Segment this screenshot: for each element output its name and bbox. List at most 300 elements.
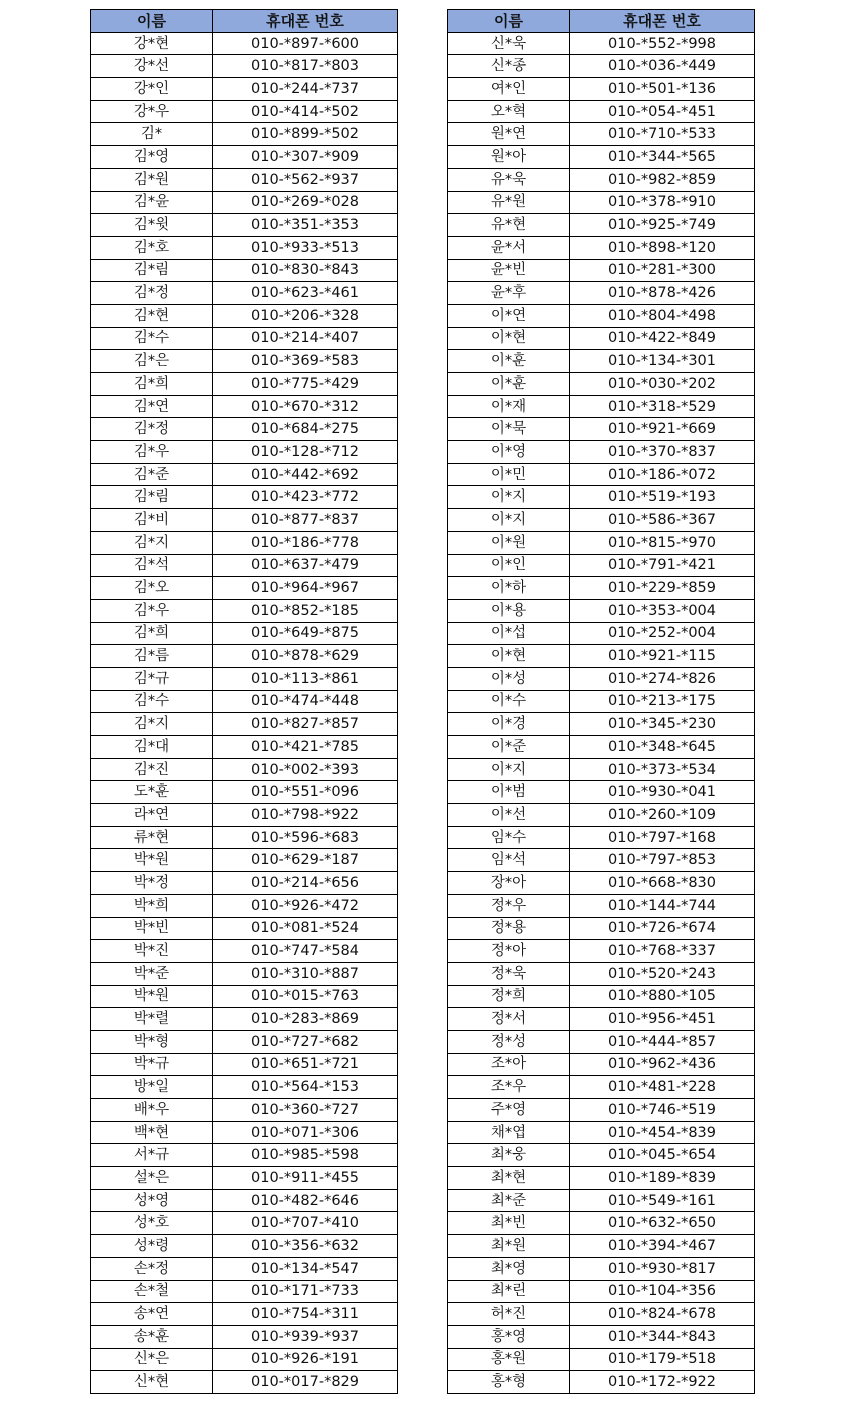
name-cell: 정*희	[448, 985, 570, 1008]
table-row	[448, 1303, 755, 1326]
table-row	[448, 55, 755, 78]
table-row	[91, 1235, 398, 1258]
table-row	[91, 1099, 398, 1122]
table-row	[448, 146, 755, 169]
name-cell: 김*윗	[91, 214, 213, 237]
table-row	[91, 1121, 398, 1144]
name-cell: 김*희	[91, 373, 213, 396]
phone-cell: 010-*444-*857	[570, 1030, 755, 1053]
name-cell: 성*호	[91, 1212, 213, 1235]
table-row	[448, 962, 755, 985]
name-cell: 김*림	[91, 259, 213, 282]
table-row	[448, 872, 755, 895]
table-row	[91, 168, 398, 191]
name-cell: 손*정	[91, 1257, 213, 1280]
name-cell: 유*현	[448, 214, 570, 237]
name-cell: 김*희	[91, 622, 213, 645]
name-cell: 이*지	[448, 509, 570, 532]
phone-cell: 010-*360-*727	[213, 1099, 398, 1122]
name-cell: 이*훈	[448, 350, 570, 373]
table-row	[91, 1144, 398, 1167]
table-row	[91, 940, 398, 963]
table-row	[91, 1303, 398, 1326]
name-cell: 김*정	[91, 282, 213, 305]
name-cell: 김*지	[91, 531, 213, 554]
phone-cell: 010-*422-*849	[570, 327, 755, 350]
name-cell: 임*석	[448, 849, 570, 872]
table-row	[448, 758, 755, 781]
name-cell: 윤*후	[448, 282, 570, 305]
phone-cell: 010-*353-*004	[570, 599, 755, 622]
phone-cell: 010-*482-*646	[213, 1189, 398, 1212]
name-cell: 신*은	[91, 1348, 213, 1371]
table-row	[448, 1121, 755, 1144]
table-row	[91, 78, 398, 101]
phone-cell: 010-*880-*105	[570, 985, 755, 1008]
phone-cell: 010-*775-*429	[213, 373, 398, 396]
phone-cell: 010-*684-*275	[213, 418, 398, 441]
table-row	[448, 350, 755, 373]
name-cell: 윤*서	[448, 236, 570, 259]
table-row	[91, 214, 398, 237]
name-cell: 이*연	[448, 304, 570, 327]
table-row	[91, 758, 398, 781]
table-row	[91, 1189, 398, 1212]
table-row	[448, 645, 755, 668]
table-row	[448, 214, 755, 237]
name-cell: 이*훈	[448, 373, 570, 396]
phone-cell: 010-*134-*301	[570, 350, 755, 373]
name-cell: 김*	[91, 123, 213, 146]
name-cell: 정*성	[448, 1030, 570, 1053]
phone-cell: 010-*310-*887	[213, 962, 398, 985]
table-row	[448, 236, 755, 259]
table-row	[448, 622, 755, 645]
name-cell: 김*지	[91, 713, 213, 736]
table-row	[448, 441, 755, 464]
name-cell: 강*인	[91, 78, 213, 101]
phone-cell: 010-*318-*529	[570, 395, 755, 418]
table-row	[448, 736, 755, 759]
table-row	[91, 327, 398, 350]
phone-cell: 010-*481-*228	[570, 1076, 755, 1099]
table-row	[448, 418, 755, 441]
table-row	[91, 32, 398, 55]
name-cell: 오*혁	[448, 100, 570, 123]
name-cell: 유*욱	[448, 168, 570, 191]
name-cell: 원*아	[448, 146, 570, 169]
phone-cell: 010-*670-*312	[213, 395, 398, 418]
phone-cell: 010-*797-*168	[570, 826, 755, 849]
name-cell: 김*규	[91, 667, 213, 690]
table-row	[91, 577, 398, 600]
phone-cell: 010-*930-*817	[570, 1257, 755, 1280]
name-cell: 원*연	[448, 123, 570, 146]
name-cell: 이*원	[448, 531, 570, 554]
table-row	[91, 1257, 398, 1280]
phone-cell: 010-*804-*498	[570, 304, 755, 327]
phone-cell: 010-*754-*311	[213, 1303, 398, 1326]
table-row	[448, 1348, 755, 1371]
phone-cell: 010-*956-*451	[570, 1008, 755, 1031]
table-row	[448, 123, 755, 146]
name-cell: 이*성	[448, 667, 570, 690]
phone-column-header: 휴대폰 번호	[570, 10, 755, 33]
phone-cell: 010-*877-*837	[213, 509, 398, 532]
phone-cell: 010-*551-*096	[213, 781, 398, 804]
phone-cell: 010-*921-*115	[570, 645, 755, 668]
name-cell: 박*원	[91, 985, 213, 1008]
table-row	[448, 509, 755, 532]
name-column-header: 이름	[448, 10, 570, 33]
phone-cell: 010-*370-*837	[570, 441, 755, 464]
table-row	[91, 599, 398, 622]
name-cell: 정*서	[448, 1008, 570, 1031]
name-cell: 정*욱	[448, 962, 570, 985]
table-row	[91, 645, 398, 668]
name-cell: 이*민	[448, 463, 570, 486]
name-cell: 라*연	[91, 804, 213, 827]
table-row	[91, 282, 398, 305]
phone-cell: 010-*632-*650	[570, 1212, 755, 1235]
phone-cell: 010-*189-*839	[570, 1167, 755, 1190]
table-row	[91, 486, 398, 509]
phone-cell: 010-*229-*859	[570, 577, 755, 600]
phone-cell: 010-*244-*737	[213, 78, 398, 101]
phone-cell: 010-*134-*547	[213, 1257, 398, 1280]
name-cell: 조*우	[448, 1076, 570, 1099]
name-cell: 최*빈	[448, 1212, 570, 1235]
table-row	[448, 463, 755, 486]
name-cell: 송*연	[91, 1303, 213, 1326]
table-row	[448, 690, 755, 713]
name-cell: 이*재	[448, 395, 570, 418]
phone-cell: 010-*214-*407	[213, 327, 398, 350]
phone-cell: 010-*454-*839	[570, 1121, 755, 1144]
name-cell: 최*현	[448, 1167, 570, 1190]
name-cell: 김*수	[91, 327, 213, 350]
table-row	[91, 441, 398, 464]
table-row	[91, 236, 398, 259]
phone-cell: 010-*307-*909	[213, 146, 398, 169]
phone-cell: 010-*442-*692	[213, 463, 398, 486]
phone-cell: 010-*394-*467	[570, 1235, 755, 1258]
name-cell: 이*하	[448, 577, 570, 600]
table-row	[448, 32, 755, 55]
name-cell: 이*경	[448, 713, 570, 736]
table-row	[448, 849, 755, 872]
name-cell: 이*용	[448, 599, 570, 622]
name-cell: 도*훈	[91, 781, 213, 804]
name-cell: 이*섭	[448, 622, 570, 645]
phone-column-header: 휴대폰 번호	[213, 10, 398, 33]
phone-cell: 010-*899-*502	[213, 123, 398, 146]
name-cell: 임*수	[448, 826, 570, 849]
table-row	[91, 1371, 398, 1394]
table-row	[448, 667, 755, 690]
table-row	[91, 1053, 398, 1076]
header-row	[448, 10, 755, 33]
name-cell: 허*진	[448, 1303, 570, 1326]
table-row	[91, 1348, 398, 1371]
table-row	[91, 690, 398, 713]
table-row	[448, 1008, 755, 1031]
table-row	[91, 418, 398, 441]
name-cell: 성*령	[91, 1235, 213, 1258]
phone-cell: 010-*768-*337	[570, 940, 755, 963]
phone-cell: 010-*414-*502	[213, 100, 398, 123]
phone-cell: 010-*815-*970	[570, 531, 755, 554]
name-cell: 정*용	[448, 917, 570, 940]
name-cell: 김*우	[91, 441, 213, 464]
left-contact-table	[90, 9, 398, 1394]
table-row	[91, 554, 398, 577]
phone-cell: 010-*939-*937	[213, 1325, 398, 1348]
phone-cell: 010-*925-*749	[570, 214, 755, 237]
table-row	[448, 1144, 755, 1167]
phone-cell: 010-*281-*300	[570, 259, 755, 282]
name-cell: 이*범	[448, 781, 570, 804]
phone-cell: 010-*668-*830	[570, 872, 755, 895]
name-cell: 최*준	[448, 1189, 570, 1212]
table-row	[91, 509, 398, 532]
name-cell: 손*철	[91, 1280, 213, 1303]
phone-cell: 010-*878-*426	[570, 282, 755, 305]
phone-cell: 010-*214-*656	[213, 872, 398, 895]
name-cell: 채*엽	[448, 1121, 570, 1144]
name-cell: 최*웅	[448, 1144, 570, 1167]
name-cell: 배*우	[91, 1099, 213, 1122]
phone-cell: 010-*283-*869	[213, 1008, 398, 1031]
phone-cell: 010-*344-*843	[570, 1325, 755, 1348]
table-row	[91, 531, 398, 554]
name-cell: 김*대	[91, 736, 213, 759]
table-row	[448, 282, 755, 305]
phone-cell: 010-*817-*803	[213, 55, 398, 78]
name-cell: 박*원	[91, 849, 213, 872]
phone-cell: 010-*707-*410	[213, 1212, 398, 1235]
name-cell: 박*정	[91, 872, 213, 895]
table-row	[448, 781, 755, 804]
table-row	[91, 1212, 398, 1235]
phone-cell: 010-*520-*243	[570, 962, 755, 985]
header-row	[91, 10, 398, 33]
table-row	[448, 940, 755, 963]
name-cell: 김*준	[91, 463, 213, 486]
table-row	[448, 1189, 755, 1212]
phone-cell: 010-*351-*353	[213, 214, 398, 237]
table-row	[91, 894, 398, 917]
phone-cell: 010-*911-*455	[213, 1167, 398, 1190]
name-cell: 박*준	[91, 962, 213, 985]
phone-cell: 010-*369-*583	[213, 350, 398, 373]
phone-cell: 010-*345-*230	[570, 713, 755, 736]
name-cell: 신*욱	[448, 32, 570, 55]
phone-cell: 010-*562-*937	[213, 168, 398, 191]
table-row	[91, 872, 398, 895]
phone-cell: 010-*260-*109	[570, 804, 755, 827]
name-cell: 김*윤	[91, 191, 213, 214]
right-contact-table	[447, 9, 755, 1394]
table-row	[448, 373, 755, 396]
phone-cell: 010-*564-*153	[213, 1076, 398, 1099]
table-row	[448, 191, 755, 214]
phone-cell: 010-*651-*721	[213, 1053, 398, 1076]
name-cell: 장*아	[448, 872, 570, 895]
name-cell: 김*오	[91, 577, 213, 600]
name-cell: 홍*형	[448, 1371, 570, 1394]
phone-cell: 010-*186-*778	[213, 531, 398, 554]
name-cell: 김*호	[91, 236, 213, 259]
phone-cell: 010-*519-*193	[570, 486, 755, 509]
name-cell: 홍*원	[448, 1348, 570, 1371]
table-row	[91, 962, 398, 985]
name-cell: 강*현	[91, 32, 213, 55]
table-row	[448, 1030, 755, 1053]
table-row	[91, 1030, 398, 1053]
name-cell: 주*영	[448, 1099, 570, 1122]
table-row	[448, 327, 755, 350]
name-cell: 성*영	[91, 1189, 213, 1212]
name-cell: 박*희	[91, 894, 213, 917]
table-row	[448, 168, 755, 191]
phone-cell: 010-*898-*120	[570, 236, 755, 259]
phone-cell: 010-*964-*967	[213, 577, 398, 600]
name-cell: 박*렬	[91, 1008, 213, 1031]
table-row	[448, 985, 755, 1008]
name-cell: 김*원	[91, 168, 213, 191]
table-row	[91, 304, 398, 327]
name-cell: 설*은	[91, 1167, 213, 1190]
phone-cell: 010-*378-*910	[570, 191, 755, 214]
name-cell: 강*우	[91, 100, 213, 123]
phone-cell: 010-*747-*584	[213, 940, 398, 963]
table-row	[448, 554, 755, 577]
phone-cell: 010-*629-*187	[213, 849, 398, 872]
phone-cell: 010-*797-*853	[570, 849, 755, 872]
phone-cell: 010-*710-*533	[570, 123, 755, 146]
phone-cell: 010-*081-*524	[213, 917, 398, 940]
phone-cell: 010-*474-*448	[213, 690, 398, 713]
table-row	[448, 894, 755, 917]
table-row	[91, 1280, 398, 1303]
phone-cell: 010-*921-*669	[570, 418, 755, 441]
phone-cell: 010-*549-*161	[570, 1189, 755, 1212]
table-row	[448, 1371, 755, 1394]
table-row	[448, 1099, 755, 1122]
phone-cell: 010-*827-*857	[213, 713, 398, 736]
table-row	[91, 463, 398, 486]
table-row	[91, 1325, 398, 1348]
phone-cell: 010-*798-*922	[213, 804, 398, 827]
phone-cell: 010-*878-*629	[213, 645, 398, 668]
phone-cell: 010-*596-*683	[213, 826, 398, 849]
right-table-body	[448, 32, 755, 1393]
phone-cell: 010-*269-*028	[213, 191, 398, 214]
table-row	[91, 55, 398, 78]
name-cell: 박*형	[91, 1030, 213, 1053]
phone-cell: 010-*852-*185	[213, 599, 398, 622]
name-cell: 이*수	[448, 690, 570, 713]
name-cell: 정*아	[448, 940, 570, 963]
table-row	[91, 713, 398, 736]
name-cell: 김*수	[91, 690, 213, 713]
table-row	[448, 1235, 755, 1258]
name-cell: 김*영	[91, 146, 213, 169]
phone-cell: 010-*356-*632	[213, 1235, 398, 1258]
phone-cell: 010-*501-*136	[570, 78, 755, 101]
table-row	[91, 259, 398, 282]
phone-cell: 010-*128-*712	[213, 441, 398, 464]
table-row	[448, 1257, 755, 1280]
table-row	[91, 826, 398, 849]
phone-cell: 010-*930-*041	[570, 781, 755, 804]
table-row	[91, 736, 398, 759]
table-row	[91, 667, 398, 690]
phone-cell: 010-*186-*072	[570, 463, 755, 486]
name-cell: 최*원	[448, 1235, 570, 1258]
name-cell: 김*정	[91, 418, 213, 441]
name-cell: 김*은	[91, 350, 213, 373]
name-cell: 강*선	[91, 55, 213, 78]
phone-cell: 010-*727-*682	[213, 1030, 398, 1053]
table-row	[448, 1212, 755, 1235]
table-row	[91, 100, 398, 123]
name-cell: 최*영	[448, 1257, 570, 1280]
name-cell: 이*묵	[448, 418, 570, 441]
phone-cell: 010-*172-*922	[570, 1371, 755, 1394]
phone-cell: 010-*179-*518	[570, 1348, 755, 1371]
table-row	[91, 373, 398, 396]
table-row	[448, 531, 755, 554]
name-cell: 이*인	[448, 554, 570, 577]
phone-cell: 010-*373-*534	[570, 758, 755, 781]
name-cell: 김*름	[91, 645, 213, 668]
name-cell: 조*아	[448, 1053, 570, 1076]
left-table-body	[91, 32, 398, 1393]
phone-cell: 010-*274-*826	[570, 667, 755, 690]
phone-cell: 010-*002-*393	[213, 758, 398, 781]
phone-cell: 010-*830-*843	[213, 259, 398, 282]
table-row	[91, 917, 398, 940]
table-row	[448, 1167, 755, 1190]
table-row	[448, 577, 755, 600]
table-row	[91, 395, 398, 418]
phone-cell: 010-*036-*449	[570, 55, 755, 78]
name-cell: 박*진	[91, 940, 213, 963]
phone-cell: 010-*171-*733	[213, 1280, 398, 1303]
table-row	[91, 146, 398, 169]
phone-cell: 010-*926-*472	[213, 894, 398, 917]
phone-cell: 010-*933-*513	[213, 236, 398, 259]
table-row	[91, 1076, 398, 1099]
name-column-header: 이름	[91, 10, 213, 33]
phone-cell: 010-*985-*598	[213, 1144, 398, 1167]
name-cell: 이*현	[448, 327, 570, 350]
phone-cell: 010-*113-*861	[213, 667, 398, 690]
phone-cell: 010-*926-*191	[213, 1348, 398, 1371]
name-cell: 최*린	[448, 1280, 570, 1303]
name-cell: 이*영	[448, 441, 570, 464]
name-cell: 박*빈	[91, 917, 213, 940]
name-cell: 김*석	[91, 554, 213, 577]
name-cell: 류*현	[91, 826, 213, 849]
table-row	[91, 123, 398, 146]
phone-cell: 010-*982-*859	[570, 168, 755, 191]
name-cell: 김*림	[91, 486, 213, 509]
phone-cell: 010-*423-*772	[213, 486, 398, 509]
table-row	[448, 1053, 755, 1076]
